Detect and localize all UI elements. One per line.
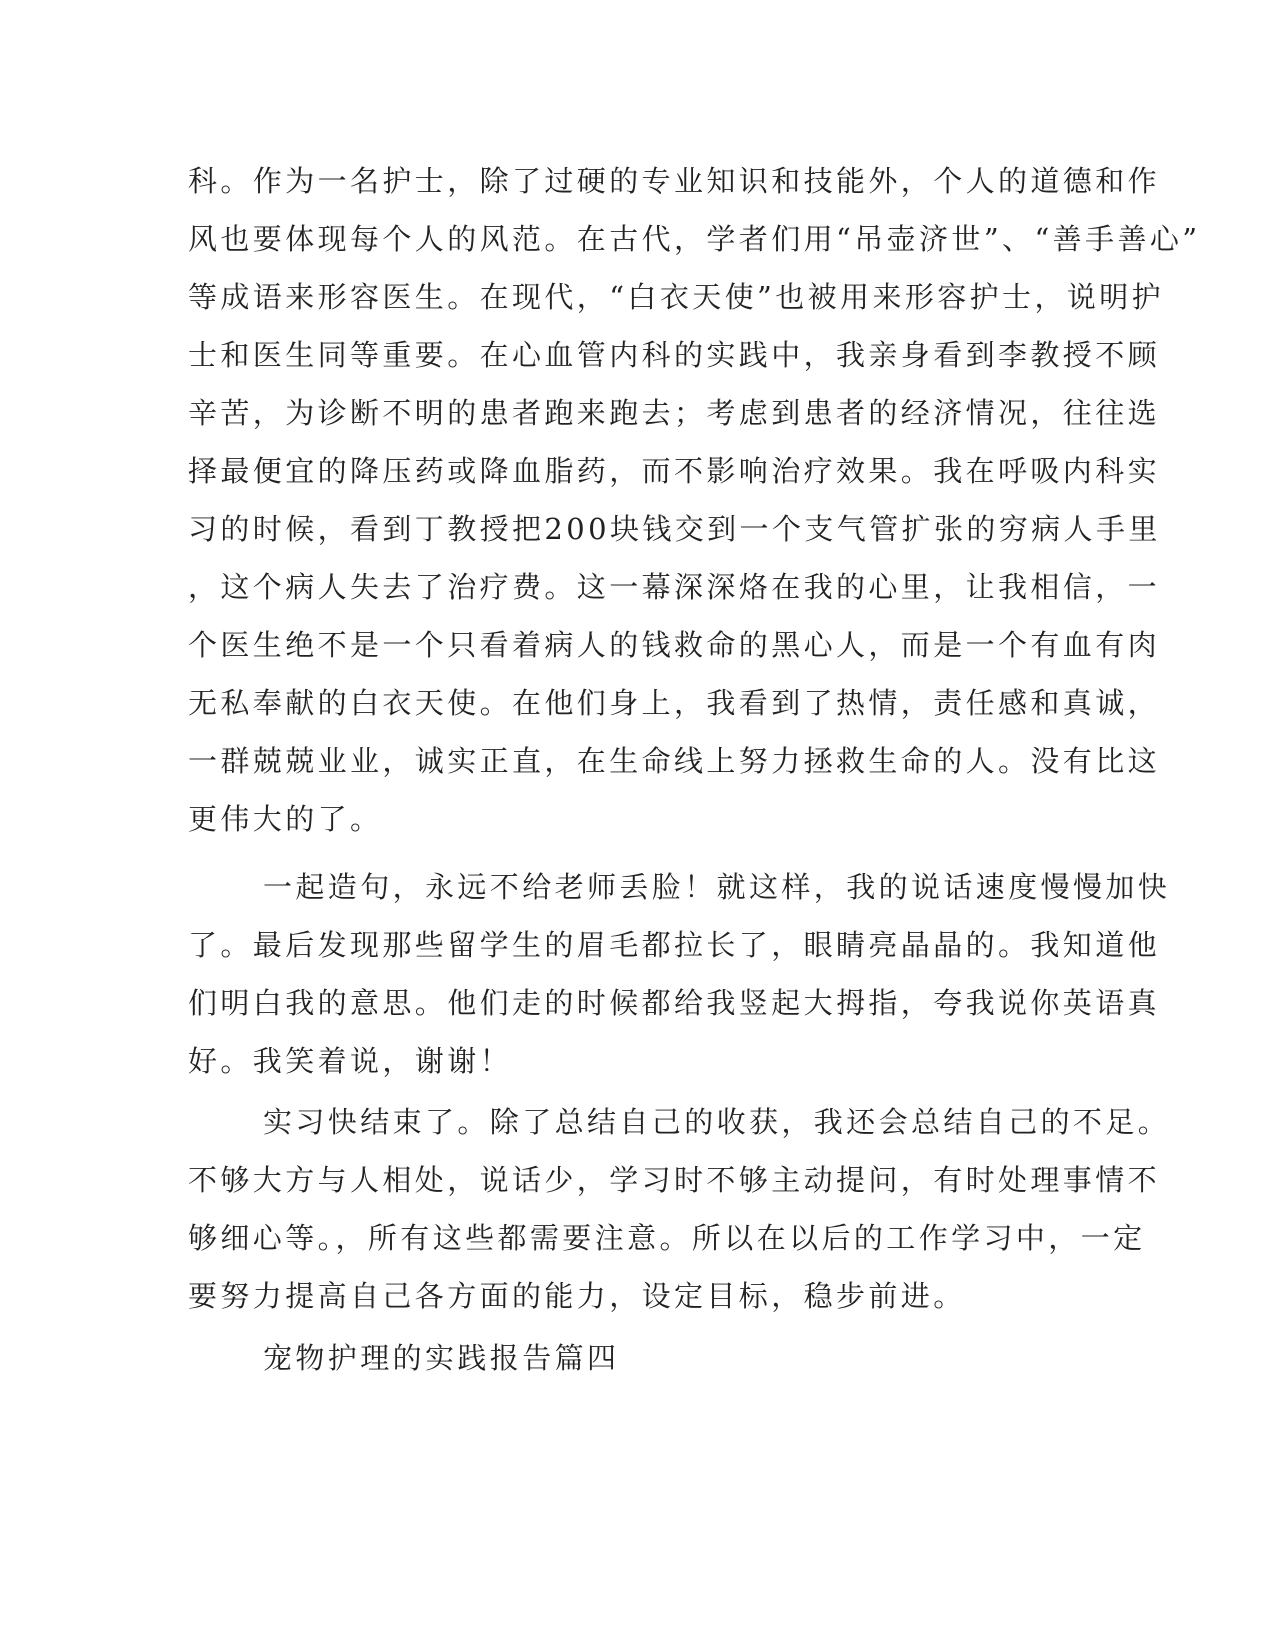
text-line: 够细心等。，所有这些都需要注意。所以在以后的工作学习中，一定 <box>188 1221 1146 1255</box>
text-line: 辛苦，为诊断不明的患者跑来跑去；考虑到患者的经济情况，往往选 <box>188 396 1161 430</box>
text-line: 择最便宜的降压药或降血脂药，而不影响治疗效果。我在呼吸内科实 <box>188 454 1161 488</box>
text-line: 们明白我的意思。他们走的时候都给我竖起大拇指，夸我说你英语真 <box>188 986 1161 1020</box>
text-line: 好。我笑着说，谢谢！ <box>188 1044 513 1078</box>
text-line: 无私奉献的白衣天使。在他们身上，我看到了热情，责任感和真诚， <box>188 686 1161 720</box>
text-line: 等成语来形容医生。在现代，“白衣天使”也被用来形容护士，说明护 <box>188 280 1165 314</box>
text-line: 了。最后发现那些留学生的眉毛都拉长了，眼睛亮晶晶的。我知道他 <box>188 928 1161 962</box>
paragraph-first-line: 实习快结束了。除了总结自己的收获，我还会总结自己的不足。 <box>263 1105 1171 1139</box>
text-line: 个医生绝不是一个只看着病人的钱救命的黑心人，而是一个有血有肉 <box>188 628 1161 662</box>
text-line: 一群兢兢业业，诚实正直，在生命线上努力拯救生命的人。没有比这 <box>188 744 1161 778</box>
text-line: 风也要体现每个人的风范。在古代，学者们用“吊壶济世”、“善手善心” <box>188 222 1201 256</box>
paragraph-first-line: 一起造句，永远不给老师丢脸！就这样，我的说话速度慢慢加快 <box>263 870 1171 904</box>
text-line: ，这个病人失去了治疗费。这一幕深深烙在我的心里，让我相信，一 <box>188 570 1161 604</box>
text-line: 更伟大的了。 <box>188 802 383 836</box>
text-line: 士和医生同等重要。在心血管内科的实践中，我亲身看到李教授不顾 <box>188 338 1161 372</box>
text-line: 习的时候，看到丁教授把200块钱交到一个支气管扩张的穷病人手里 <box>188 512 1161 546</box>
text-line: 不够大方与人相处，说话少，学习时不够主动提问，有时处理事情不 <box>188 1163 1161 1197</box>
section-heading: 宠物护理的实践报告篇四 <box>263 1341 620 1375</box>
text-line: 要努力提高自己各方面的能力，设定目标，稳步前进。 <box>188 1279 966 1313</box>
text-line: 科。作为一名护士，除了过硬的专业知识和技能外，个人的道德和作 <box>188 164 1161 198</box>
